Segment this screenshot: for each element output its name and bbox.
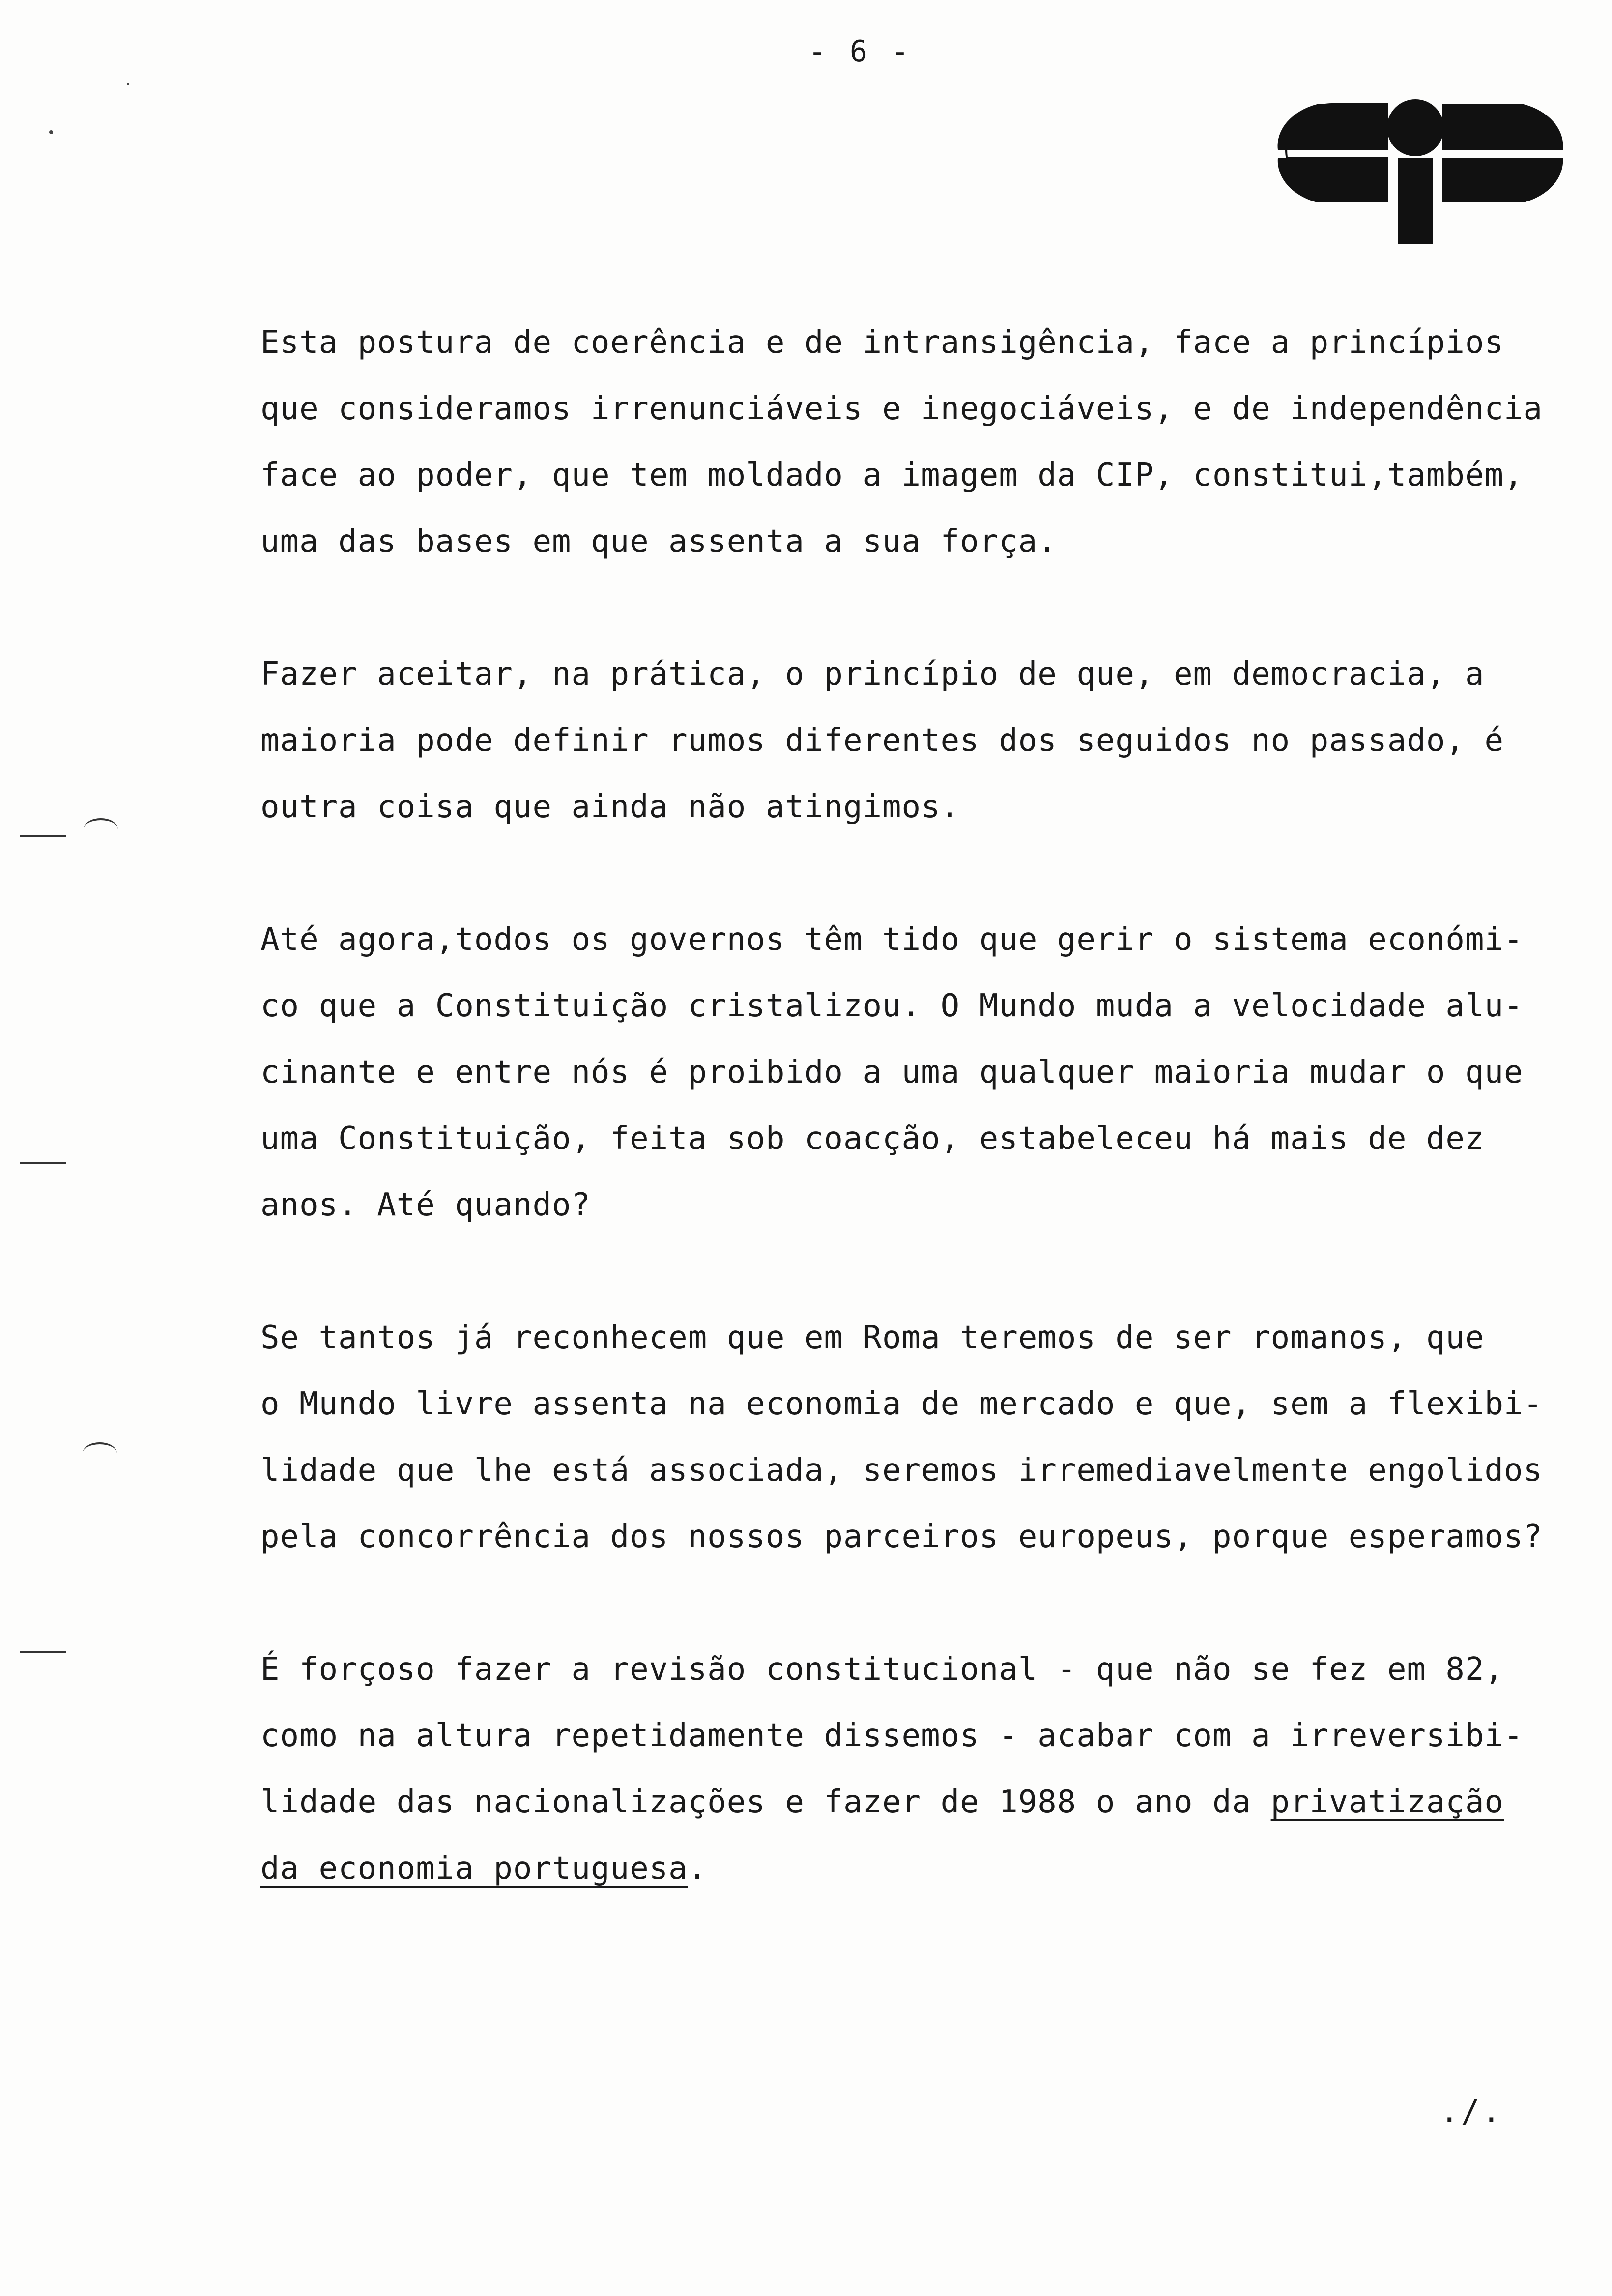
text-line: cinante e entre nós é proibido a uma qualquer maioria mudar o que xyxy=(260,1054,1524,1091)
text-line xyxy=(260,1769,1587,1836)
text-line: como na altura repetidamente dissemos - acabar com a irreversibi- xyxy=(260,1718,1524,1754)
body-text xyxy=(260,310,1587,1968)
paragraph xyxy=(260,1636,1587,1902)
text-line: o Mundo livre assenta na economia de mercado e que, sem a flexibi- xyxy=(260,1386,1543,1422)
paragraph xyxy=(260,641,1587,840)
cip-logo-graphic xyxy=(1258,98,1583,246)
paragraph xyxy=(260,1305,1587,1570)
text-line: Esta postura de coerência e de intransigência, face a princípios xyxy=(260,324,1504,361)
text-segment: lidade das nacionalizações e fazer de 1988 o ano da xyxy=(260,1784,1271,1820)
text-line: uma das bases em que assenta a sua força. xyxy=(260,523,1057,560)
text-line: Até agora,todos os governos têm tido que gerir o sistema económi- xyxy=(260,921,1524,958)
text-line xyxy=(260,1836,1587,1902)
speck-mark xyxy=(127,83,129,85)
text-line: uma Constituição, feita sob coacção, estabeleceu há mais de dez xyxy=(260,1120,1485,1157)
underlined-text: da economia portuguesa xyxy=(260,1850,688,1887)
text-line: co que a Constituição cristalizou. O Mundo muda a velocidade alu- xyxy=(260,988,1524,1024)
margin-arc xyxy=(84,818,118,840)
text-line: É forçoso fazer a revisão constitucional - que não se fez em 82, xyxy=(260,1651,1504,1688)
speck-mark xyxy=(49,130,53,134)
continuation-mark: ./. xyxy=(1440,2094,1503,2130)
paragraph xyxy=(260,907,1587,1238)
text-line: pela concorrência dos nossos parceiros europeus, porque esperamos? xyxy=(260,1519,1543,1555)
text-line: Se tantos já reconhecem que em Roma teremos de ser romanos, que xyxy=(260,1320,1485,1356)
text-line: Fazer aceitar, na prática, o princípio de que, em democracia, a xyxy=(260,656,1485,692)
text-line: face ao poder, que tem moldado a imagem da CIP, constitui,também, xyxy=(260,457,1524,493)
text-line: outra coisa que ainda não atingimos. xyxy=(260,789,960,825)
text-line: maioria pode definir rumos diferentes dos seguidos no passado, é xyxy=(260,722,1504,759)
text-line: anos. Até quando? xyxy=(260,1187,591,1223)
margin-rule xyxy=(20,835,66,837)
margin-rule xyxy=(20,1162,66,1164)
margin-arc xyxy=(83,1442,117,1464)
text-line: que consideramos irrenunciáveis e inegociáveis, e de independência xyxy=(260,391,1543,427)
margin-rule xyxy=(20,1651,66,1653)
paragraph xyxy=(260,310,1587,575)
page-number: - 6 - xyxy=(808,34,912,69)
text-segment: . xyxy=(688,1850,708,1887)
cip-logo xyxy=(1258,98,1583,246)
text-line: lidade que lhe está associada, seremos irremediavelmente engolidos xyxy=(260,1452,1543,1489)
underlined-text: privatização xyxy=(1270,1784,1504,1820)
